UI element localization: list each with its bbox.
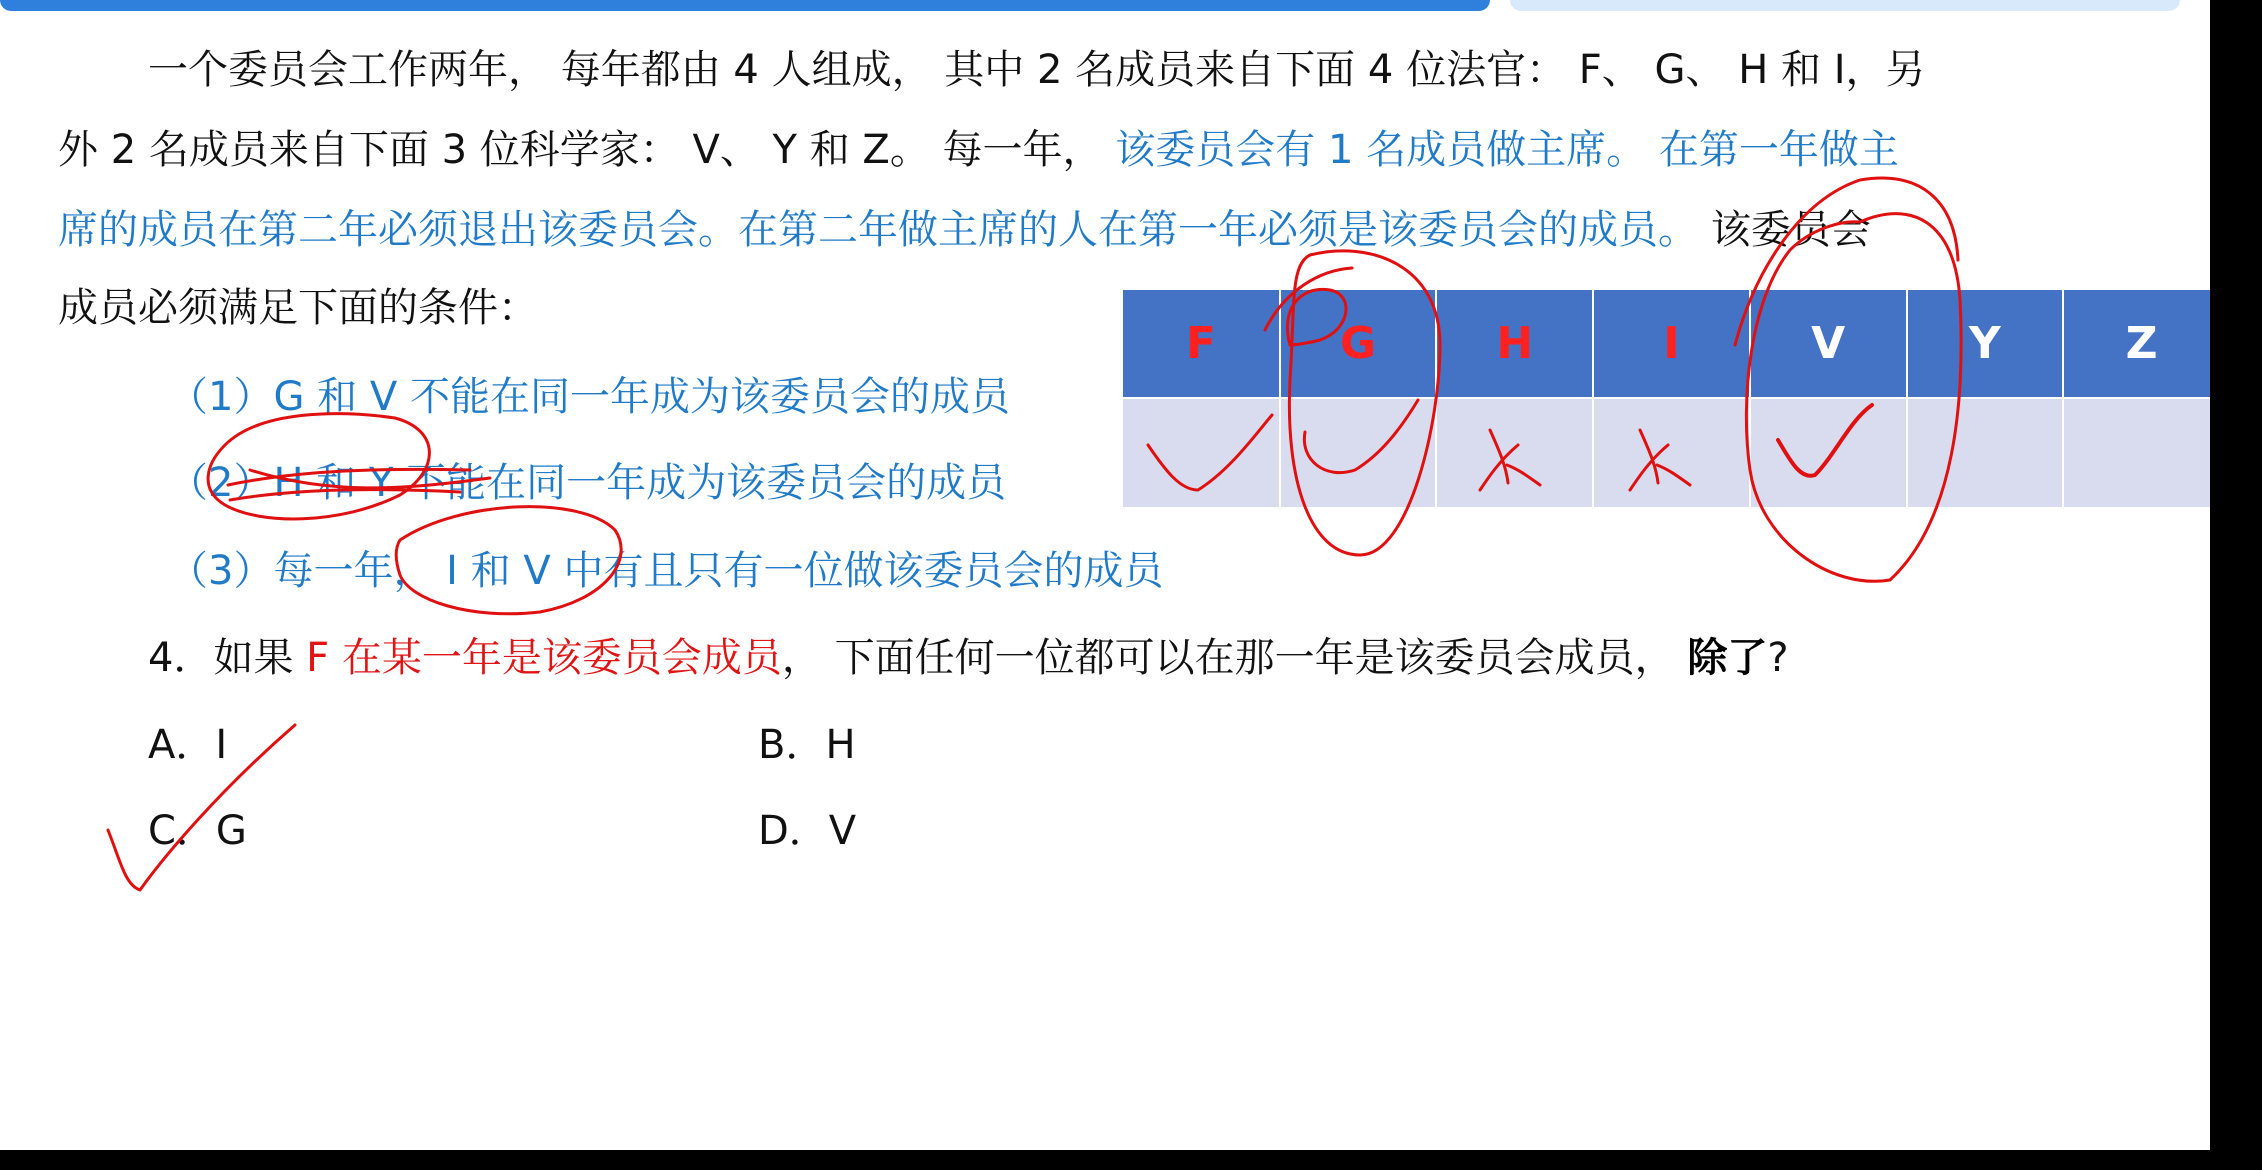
top-progress-bar xyxy=(0,0,1490,11)
passage-line-4: 成员必须满足下面的条件： xyxy=(58,285,538,331)
table-header-row xyxy=(1123,290,2210,398)
condition-3: （3）每一年， I 和 V 中有且只有一位做该委员会的成员 xyxy=(168,548,1164,594)
header-v: V xyxy=(1750,290,1907,398)
cell-v xyxy=(1750,398,1907,507)
cell-y xyxy=(1907,398,2064,507)
option-b[interactable]: B．H xyxy=(758,722,856,768)
question-emphasis: 除了 xyxy=(1687,635,1768,681)
header-z: Z xyxy=(2063,290,2210,398)
header-y: Y xyxy=(1907,290,2064,398)
option-d[interactable]: D．V xyxy=(758,808,857,854)
option-c[interactable]: C．G xyxy=(148,808,247,854)
question-prefix: 4．如果 xyxy=(148,635,307,681)
cell-g xyxy=(1280,398,1437,507)
cell-z xyxy=(2063,398,2210,507)
passage-line-1: 一个委员会工作两年， 每年都由 4 人组成， 其中 2 名成员来自下面 4 位法官： F、 G、 H 和 I，另 xyxy=(148,47,1926,93)
passage-line-3 xyxy=(58,205,1871,255)
question xyxy=(148,633,1789,683)
passage-line-2-highlight: 该委员会有 1 名成员做主席。 在第一年做主 xyxy=(1102,127,1899,173)
top-bar-track xyxy=(1510,0,2180,11)
passage-line-2 xyxy=(58,125,1899,175)
cell-i xyxy=(1593,398,1750,507)
passage-line-3-text: 该委员会 xyxy=(1698,207,1871,253)
condition-1: （1）G 和 V 不能在同一年成为该委员会的成员 xyxy=(168,374,1010,420)
question-middle: ， 下面任何一位都可以在那一年是该委员会成员， xyxy=(781,635,1688,681)
cell-f xyxy=(1123,398,1280,507)
passage-line-2-text: 外 2 名成员来自下面 3 位科学家： V、 Y 和 Z。 每一年， xyxy=(58,127,1103,173)
cell-h xyxy=(1436,398,1593,507)
table-row xyxy=(1123,398,2210,507)
header-f: F xyxy=(1123,290,1280,398)
condition-2: （2）H 和 Y 不能在同一年成为该委员会的成员 xyxy=(168,460,1007,506)
header-i: I xyxy=(1593,290,1750,398)
passage-line-3-highlight: 席的成员在第二年必须退出该委员会。在第二年做主席的人在第一年必须是该委员会的成员。 xyxy=(58,207,1698,253)
header-h: H xyxy=(1436,290,1593,398)
question-highlight: F 在某一年是该委员会成员 xyxy=(306,635,782,681)
header-g: G xyxy=(1280,290,1437,398)
question-suffix: ? xyxy=(1767,635,1789,681)
screen-edge xyxy=(2210,0,2262,1170)
member-table xyxy=(1123,290,2210,507)
option-a[interactable]: A．I xyxy=(148,722,228,768)
